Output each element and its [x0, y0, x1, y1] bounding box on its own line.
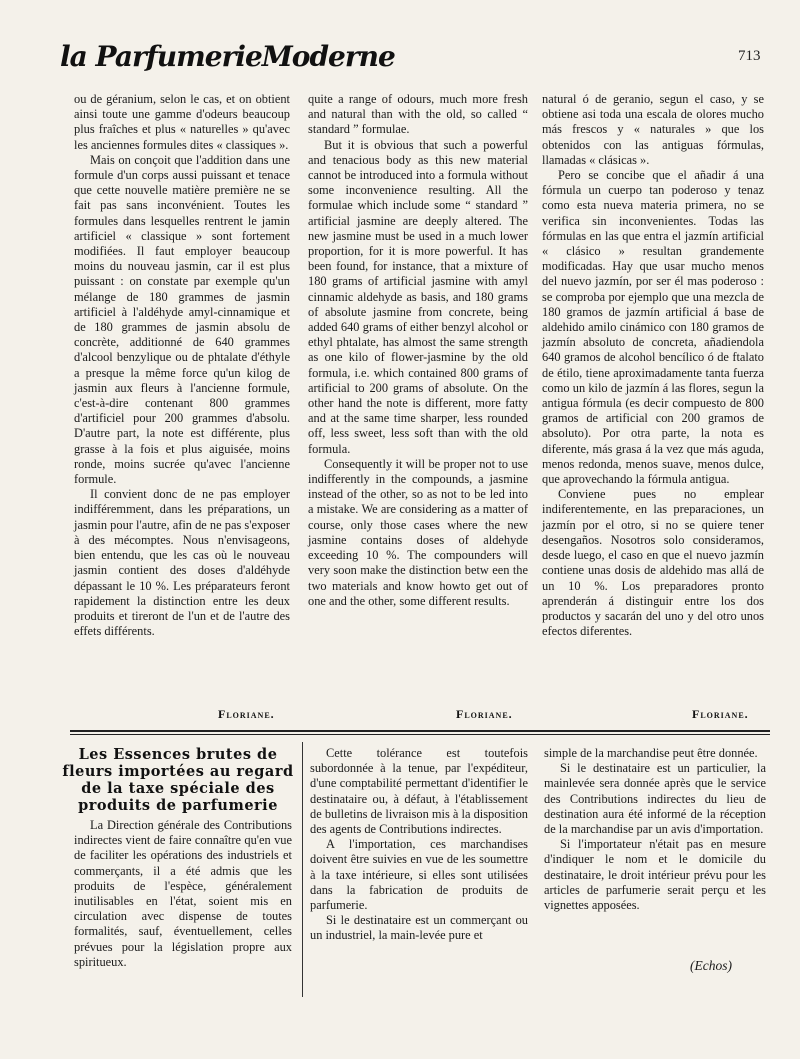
signature-french: Floriane.	[218, 707, 275, 721]
paragraph: Si l'importateur n'était pas en mesure d'indiquer le nom et le domicile du destinataire, le droit intérieur prévu pour les articles de parfumerie serait perçu et les vignettes apposées.	[544, 837, 766, 913]
paragraph: ou de géranium, selon le cas, et on obtient ainsi toute une gamme d'odeurs beaucoup plus fraîches et plus « naturelles » qu'avec les anciennes formules dites « classiques ».	[74, 92, 290, 152]
bottom-column-3	[544, 746, 766, 913]
paragraph: Mais on conçoit que l'addition dans une formule d'un corps aussi puissant et tenace que cette nouvelle matière première ne se fait pas sans inconvénient. Toutes les formules dans lesquelles rentrent le jamin artificiel « classique » sont fortement modifiées. Il faut employer beaucoup moins du nouveau jasmin, car il est plus puissant : on constate par exemple qu'un mélange de 180 grammes de jasmin artificiel à l'aldéhyde amyl-cinnamique et de 180 grammes de jasmin absolu de concrète, additionné de 640 grammes d'alcool benzylique ou de phtalate d'éthyle a presque la même force qu'un kilog de jasmin aux fleurs à l'ancienne formule, c'est-à-dire contenant 800 grammes d'artificiel pour 200 grammes d'absolu. D'autre part, la note est différente, plus grasse à la fois et plus aiguisée, moins ronde, moins sucrée qu'avec l'ancienne formule.	[74, 152, 290, 487]
paragraph: Il convient donc de ne pas employer indifféremment, dans les préparations, un jasmin pour l'autre, afin de ne pas s'exposer à des mécomptes. Nous n'envisageons, bien entendu, que les cas où le nouveau jasmin contient des doses d'aldéhyde dépassant le 10 %. Les préparateurs feront rapidement la distinction entre les deux produits et tireront de l'un et de l'autre des effets différents.	[74, 487, 290, 639]
separator-rule	[70, 730, 770, 732]
bottom-column-2	[310, 746, 528, 944]
paragraph: Si le destinataire est un commerçant ou un industriel, la main-levée pure et	[310, 913, 528, 943]
paragraph: But it is obvious that such a powerful and tenacious body as this new material cannot be introduced into a formula without some inconvenience resulting. All the formulae which include some “ standard ” artificial jasmine are deeply altered. The new jasmine must be used in a much lower proportion, for it is more powerful. It has been found, for instance, that a mixture of 180 grams of artificial jasmine with amyl cinnamic aldehyde as basis, and 180 grams of absolute jasmine from concrete, being added 640 grams of either benzyl alcohol or ethyl phtalate, has almost the same strength as one kilo of flower-jasmine by the old formula, i.e. which contained 800 grams of artificial to 200 grams of absolute. On the other hand the note is different, more fatty and at the same time sharper, less rounded off, less sweet, less soft than with the old formula.	[308, 137, 528, 456]
signature-spanish: Floriane.	[692, 707, 749, 721]
column-divider	[302, 742, 303, 997]
paragraph: simple de la marchandise peut être donnée.	[544, 746, 758, 760]
paragraph: Consequently it will be proper not to use indifferently in the compounds, a jasmine instead of the other, so as not to be led into a mistake. We are considering as a matter of course, only those cases where the new jasmine contains doses of aldehyde exceeding 10 %. The compounders will very soon make the distinction betw een the two materials and know howto get out of one and the other, some different results.	[308, 456, 528, 608]
bottom-column-1	[74, 818, 292, 970]
paragraph: natural ó de geranio, segun el caso, y se obtiene asi toda una escala de olores mucho más frescos y « naturales » que los obtenidos con las antiguas fórmulas, llamadas « clásicas ».	[542, 92, 764, 167]
signature-english: Floriane.	[456, 707, 513, 721]
paragraph: La Direction générale des Contributions indirectes vient de faire connaître qu'en vue de faciliter les opérations des industriels et commerçants, il a été admis que les produits de l'espèce, généralement inutilisables en l'état, soient mis en circulation avec dispense de toutes formalités, sauf, éventuellement, celles prévues pour la législation propre aux spiritueux.	[74, 818, 292, 969]
article-headline: Les Essences brutes de fleurs importées au regard de la taxe spéciale des produits de parfumerie	[62, 746, 294, 814]
column-french	[74, 92, 290, 639]
paragraph: Conviene pues no emplear indiferentemente, en las preparaciones, un jazmín por el otro, si no se quiere tener desengaños. Nosotros solo consideramos, desde luego, el caso en que el nuevo jazmín contiene unas dosis de aldehido mas allá de un 10 %. Los preparadores pronto aprenderán á distinguir entre los dos productos y sacarán del uno y del otro unos efectos diferentes.	[542, 487, 764, 639]
masthead-logo: la ParfumerieModerne	[60, 40, 395, 73]
column-english	[308, 92, 528, 609]
paragraph: Cette tolérance est toutefois subordonnée à la tenue, par l'expéditeur, d'une comptabilité permettant d'identifier le destinataire ou, à défaut, à l'établissement de bulletins de livraison mis à la disposition des agents de Contributions indirectes.	[310, 746, 528, 837]
column-spanish	[542, 92, 764, 639]
paragraph: Si le destinataire est un particulier, la mainlevée sera donnée après que le service des Contributions indirectes du lieu de destination aura été informé de la réception de la marchandise par un avis d'importation.	[544, 761, 766, 837]
paragraph: Pero se concibe que el añadir á una fórmula un cuerpo tan poderoso y tenaz como esta nueva materia primera, no se verifica sin inconvenientes. Todas las fórmulas en las que entra el jazmín artificial « clásico » resultan grandemente modificadas. Hay que usar mucho menos del nuevo jazmín, por ser él mas poderoso : se comproba por ejemplo que una mezcla de 180 gramos de jazmín artificial á base de aldehido amilo cinámico con 180 gramos de jazmín absoluto de concreta, añadiendola 640 gramos de alcohol bencílico ó de ftalato de étilo, tiene aproximadamente tanta fuerza como un kilo de jazmín á las flores, segun la antigua fórmula (es decir compuesto de 800 gramos de artificial con 200 gramos de absoluto). Por otra parte, la nota es diferente, más grasa á la vez que más aguda, menos redonda, menos suave, menos dulce, que aprovechando la fórmula antigua.	[542, 168, 764, 487]
paragraph: quite a range of odours, much more fresh and natural than with the old, so called “ standard ” formulae.	[308, 92, 528, 137]
separator-rule-thin	[70, 734, 770, 735]
source-credit: (Echos)	[690, 958, 732, 973]
page-number: 713	[738, 48, 761, 64]
paragraph: A l'importation, ces marchandises doivent être suivies en vue de les soumettre à la taxe intérieure, si elles sont utilisées dans la fabrication de produits de parfumerie.	[310, 837, 528, 913]
